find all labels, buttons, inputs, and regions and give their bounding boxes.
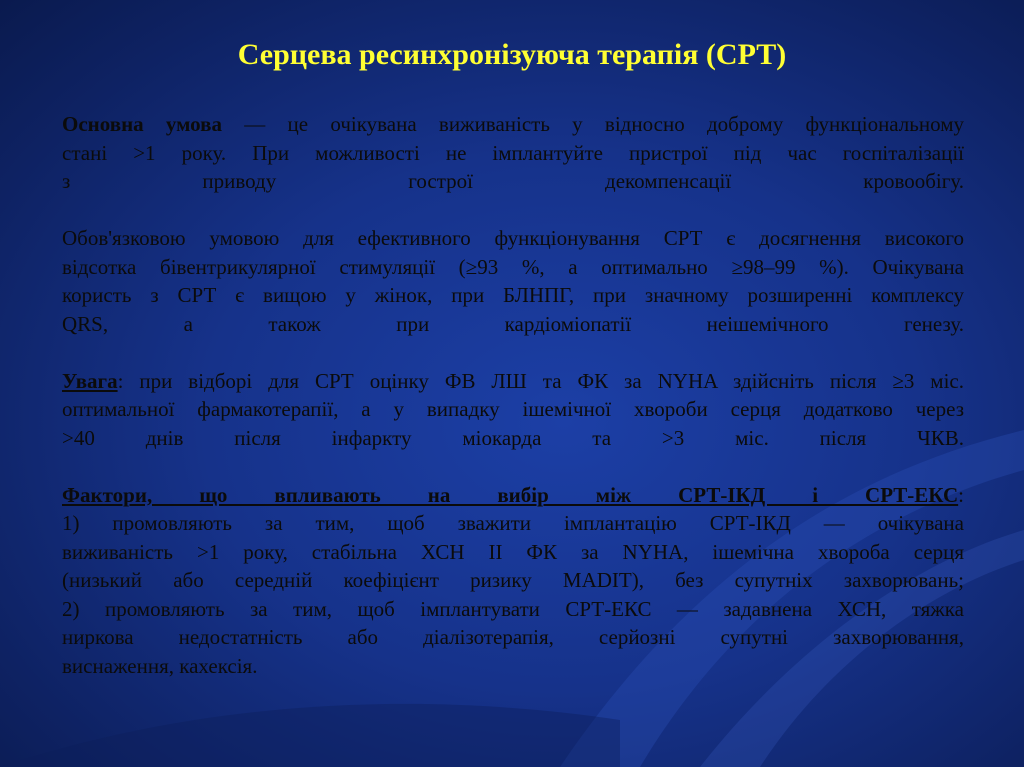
para4-line5: 2) промовляють за тим, щоб імплантувати СРТ-ЕКС — задавнена ХСН, тяжка (62, 596, 964, 621)
para4-line1 (62, 481, 964, 510)
para3-lead: Увага (62, 368, 118, 393)
para2-line1: Обов'язковою умовою для ефективного функціонування СРТ є досягнення високого (62, 226, 964, 250)
para4-line7: виснаження, кахексія. (62, 653, 258, 678)
para2-line3: користь з СРТ є вищою у жінок, при БЛНПГ, при значному розширенні комплексу (62, 283, 964, 307)
para1-line2: стані >1 року. При можливості не імплантуйте пристрої під час госпіталізації (62, 140, 964, 165)
para3-line3: >40 днів після інфаркту міокарда та >3 міс. після ЧКВ. (62, 425, 964, 450)
para4-lead-tail: : (958, 482, 964, 507)
para3-line1-rest: : при відборі для СРТ оцінку ФВ ЛШ та ФК за NYHA здійсніть після ≥3 міс. (117, 368, 964, 393)
slide-body (62, 110, 964, 680)
para4-line3: виживаність >1 року, стабільна ХСН ІІ ФК за NYHA, ішемічна хвороба серця (62, 539, 964, 564)
para1-line3: з приводу гострої декомпенсації кровообігу. (62, 169, 964, 193)
para4-line4: (низький або середній коефіцієнт ризику MADIT), без супутніх захворювань; (62, 568, 964, 592)
para2-line2: відсотка бівентрикулярної стимуляції (≥93 %, а оптимально ≥98–99 %). Очікувана (62, 254, 964, 279)
para1-lead: Основна умова (62, 112, 223, 136)
para4-lead: Фактори, що впливають на вибір між СРТ-ІКД і СРТ-ЕКС (62, 482, 959, 507)
para3-line1 (62, 367, 964, 396)
slide-title: Серцева ресинхронізуюча терапія (СРТ) (237, 38, 787, 71)
para3-line2: оптимальної фармакотерапії, а у випадку ішемічної хвороби серця додатково через (62, 397, 964, 421)
para1-line1 (62, 110, 964, 139)
para2-line4: QRS, а також при кардіоміопатії неішемічного генезу. (62, 311, 964, 336)
para4-line6: ниркова недостатність або діалізотерапія, серйозні супутні захворювання, (62, 625, 964, 649)
para1-line1-rest: — це очікувана виживаність у відносно доброму функціональному (222, 112, 964, 136)
para4-line2: 1) промовляють за тим, щоб зважити імплантацію СРТ-ІКД — очікувана (62, 511, 964, 535)
